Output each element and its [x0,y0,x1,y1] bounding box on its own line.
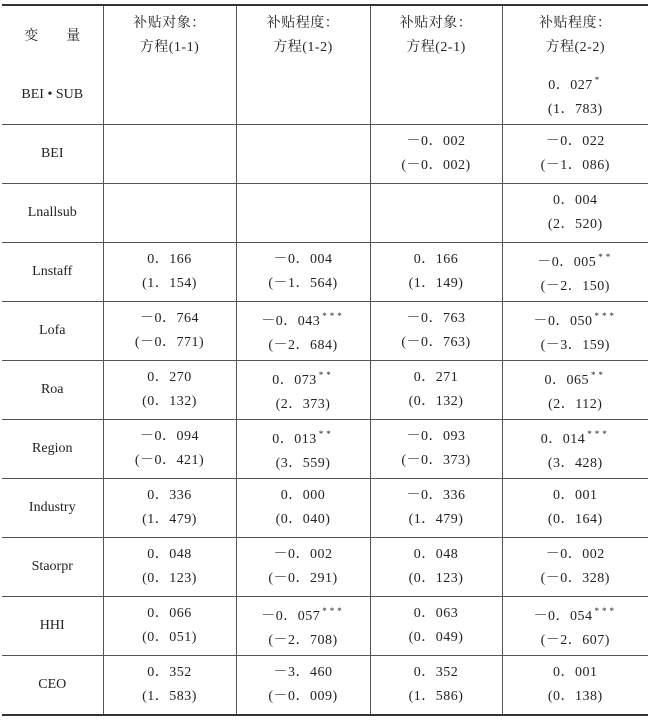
t-statistic: (－0．328) [540,571,610,586]
row-label: CEO [38,677,67,692]
t-statistic: (1．783) [547,102,603,117]
t-statistic: (1．583) [142,689,197,704]
t-statistic: (－3．159) [540,338,610,353]
t-statistic: (－0．002) [401,158,471,173]
significance-stars: ** [318,370,334,380]
table-row [2,243,648,302]
t-statistic: (1．479) [142,512,197,527]
t-statistic: (－0．421) [134,453,205,468]
coefficient-line [104,661,236,685]
coefficient: 0．166 [147,252,192,267]
table-cell [502,420,648,479]
coefficient-line [104,307,236,331]
table-cell [370,479,502,538]
coefficient-line [371,130,502,154]
coefficient: －0．002 [545,547,605,562]
header-column-3-line1: 补贴对象： [399,16,473,31]
coefficient-line [237,304,370,334]
row-label: Lnallsub [2,184,103,243]
coefficient: 0．073 [272,373,317,388]
table-cell [236,125,370,184]
table-row [2,597,648,656]
significance-stars: ** [591,370,606,380]
t-statistic: (0．051) [142,630,197,645]
table-cell [103,361,236,420]
table-cell [103,420,236,479]
coefficient: 0．270 [147,370,192,385]
coefficient-line [104,248,236,272]
coefficient: －0．050 [533,314,593,329]
t-statistic: (1．154) [142,276,197,291]
row-label: Lnstaff [2,243,103,302]
significance-stars: *** [322,606,345,616]
header-column-4-line1: 补贴程度： [539,16,612,31]
table-cell [370,597,502,656]
table-cell [502,361,648,420]
coefficient-line [371,484,502,508]
coefficient: 0．271 [413,370,459,385]
t-statistic: (－0．763) [401,335,471,350]
row-label: BEI [2,125,103,184]
t-statistic: (0．138) [547,689,603,704]
table-cell [370,125,502,184]
row-label: Staorpr [2,538,103,597]
significance-stars: ** [598,252,614,262]
coefficient: －0．093 [406,429,466,444]
row-label: HHI [2,597,103,656]
coefficient: 0．001 [553,665,598,680]
coefficient-line [237,484,370,508]
significance-stars: *** [594,311,617,321]
table-cell [370,420,502,479]
table-cell [236,597,370,656]
coefficient-line [371,248,502,272]
significance-stars: ** [318,429,334,439]
regression-table [2,4,648,716]
coefficient-line [503,130,649,154]
coefficient: －0．004 [273,252,333,267]
coefficient: 0．013 [272,432,317,447]
t-statistic: (0．123) [142,571,197,586]
coefficient: －0．002 [273,547,333,562]
coefficient-line [371,602,502,626]
coefficient: 0．063 [413,606,459,621]
coefficient-line [503,484,649,508]
table-cell [103,538,236,597]
table-cell [236,479,370,538]
table-cell [103,125,236,184]
coefficient-line [503,422,649,452]
row-label: Roa [2,361,103,420]
table-row [2,656,648,716]
significance-stars: *** [587,429,610,439]
coefficient-line [237,248,370,272]
coefficient: 0．004 [553,193,598,208]
coefficient: －0．763 [406,311,466,326]
header-column-2-line2: 方程(1-2) [273,40,333,55]
coefficient-line [371,425,502,449]
coefficient-line [237,422,370,452]
header-column-3-line2: 方程(2-1) [406,40,466,55]
table-cell [370,243,502,302]
coefficient: 0．001 [553,488,598,503]
significance-stars: *** [322,311,345,321]
coefficient-line [104,484,236,508]
coefficient: 0．352 [147,665,192,680]
coefficient: 0．065 [544,373,589,388]
table-row [2,361,648,420]
coefficient-line [371,543,502,567]
table-row [2,184,648,243]
t-statistic: (0．049) [408,630,464,645]
table-cell [236,302,370,361]
table-cell [236,538,370,597]
header-variable: 变 量 [24,28,81,44]
t-statistic: (－1．564) [268,276,338,291]
table-cell [236,243,370,302]
table-cell [502,184,648,243]
coefficient-line [237,363,370,393]
table-row [2,66,648,125]
coefficient: －0．336 [406,488,466,503]
coefficient: －0．057 [261,609,321,624]
table-cell [370,66,502,125]
header-column-4 [502,5,648,66]
t-statistic: (0．123) [408,571,464,586]
table-cell [370,361,502,420]
coefficient-line [104,425,236,449]
table-cell [236,66,370,125]
t-statistic: (1．149) [408,276,464,291]
table-row [2,538,648,597]
t-statistic: (2．112) [548,397,603,412]
table-cell [103,479,236,538]
header-column-2-line1: 补贴程度： [266,16,340,31]
t-statistic: (－2．684) [268,338,338,353]
coefficient-line [104,602,236,626]
header-row [2,5,648,66]
coefficient-line [503,245,649,275]
table-cell [502,597,648,656]
table-cell [103,243,236,302]
coefficient: 0．336 [147,488,192,503]
table-cell [370,656,502,716]
row-label: Lofa [2,302,103,361]
coefficient-line [237,661,370,685]
table-cell [502,656,648,716]
coefficient-line [503,68,649,98]
coefficient: －0．022 [545,134,605,149]
t-statistic: (2．520) [547,217,603,232]
t-statistic: (－1．086) [540,158,610,173]
row-label: Region [2,420,103,479]
coefficient-line [503,189,649,213]
t-statistic: (1．586) [408,689,464,704]
header-column-3 [370,5,502,66]
t-statistic: (－0．373) [401,453,471,468]
row-label: Industry [2,479,103,538]
coefficient-line [371,307,502,331]
coefficient: －0．094 [140,429,199,444]
coefficient-line [104,543,236,567]
table-cell [103,184,236,243]
coefficient: 0．048 [413,547,459,562]
t-statistic: (－0．771) [134,335,205,350]
coefficient: 0．352 [413,665,459,680]
coefficient-line [237,543,370,567]
coefficient: 0．000 [280,488,326,503]
table-cell [370,302,502,361]
table-cell [103,656,236,716]
coefficient: 0．014 [540,432,586,447]
table-cell [502,125,648,184]
coefficient: 0．066 [147,606,192,621]
coefficient-line [503,304,649,334]
table-cell [502,479,648,538]
coefficient: －0．054 [533,609,593,624]
table-cell [502,538,648,597]
coefficient: 0．027 [548,78,593,93]
t-statistic: (0．164) [547,512,603,527]
coefficient: －0．043 [261,314,321,329]
coefficient-line [371,661,502,685]
t-statistic: (2．373) [275,397,331,412]
table-row [2,479,648,538]
table-cell [103,597,236,656]
table-cell [103,302,236,361]
table-row [2,125,648,184]
t-statistic: (1．479) [408,512,464,527]
table-row [2,302,648,361]
coefficient-line [503,543,649,567]
table-cell [502,243,648,302]
significance-stars: *** [594,606,617,616]
table-cell [236,420,370,479]
t-statistic: (0．132) [408,394,464,409]
t-statistic: (0．040) [275,512,331,527]
table-cell [370,184,502,243]
coefficient-line [371,366,502,390]
t-statistic: (－2．708) [268,633,338,648]
coefficient: 0．048 [147,547,192,562]
table-row [2,420,648,479]
header-column-2 [236,5,370,66]
t-statistic: (－2．607) [540,633,610,648]
coefficient-line [237,599,370,629]
header-column-1 [103,5,236,66]
coefficient: 0．166 [413,252,459,267]
t-statistic: (0．132) [142,394,197,409]
coefficient: －0．764 [140,311,199,326]
header-column-4-line2: 方程(2-2) [545,40,605,55]
coefficient-line [503,661,649,685]
coefficient-line [104,366,236,390]
coefficient-line [503,599,649,629]
table-cell [502,66,648,125]
t-statistic: (－0．291) [268,571,338,586]
header-column-1-line1: 补贴对象： [133,16,206,31]
table-cell [236,184,370,243]
header-column-1-line2: 方程(1-1) [139,40,200,55]
coefficient-line [503,363,649,393]
table-cell [236,656,370,716]
coefficient: －0．002 [406,134,466,149]
t-statistic: (3．428) [547,456,603,471]
significance-stars: * [594,75,603,85]
coefficient: －3．460 [273,665,333,680]
table-cell [502,302,648,361]
table-cell [370,538,502,597]
table-body [2,66,648,715]
table-cell [103,66,236,125]
t-statistic: (－0．009) [268,689,338,704]
t-statistic: (3．559) [275,456,331,471]
coefficient: －0．005 [537,255,597,270]
table-cell [236,361,370,420]
t-statistic: (－2．150) [540,279,610,294]
row-label: BEI • SUB [2,66,103,125]
